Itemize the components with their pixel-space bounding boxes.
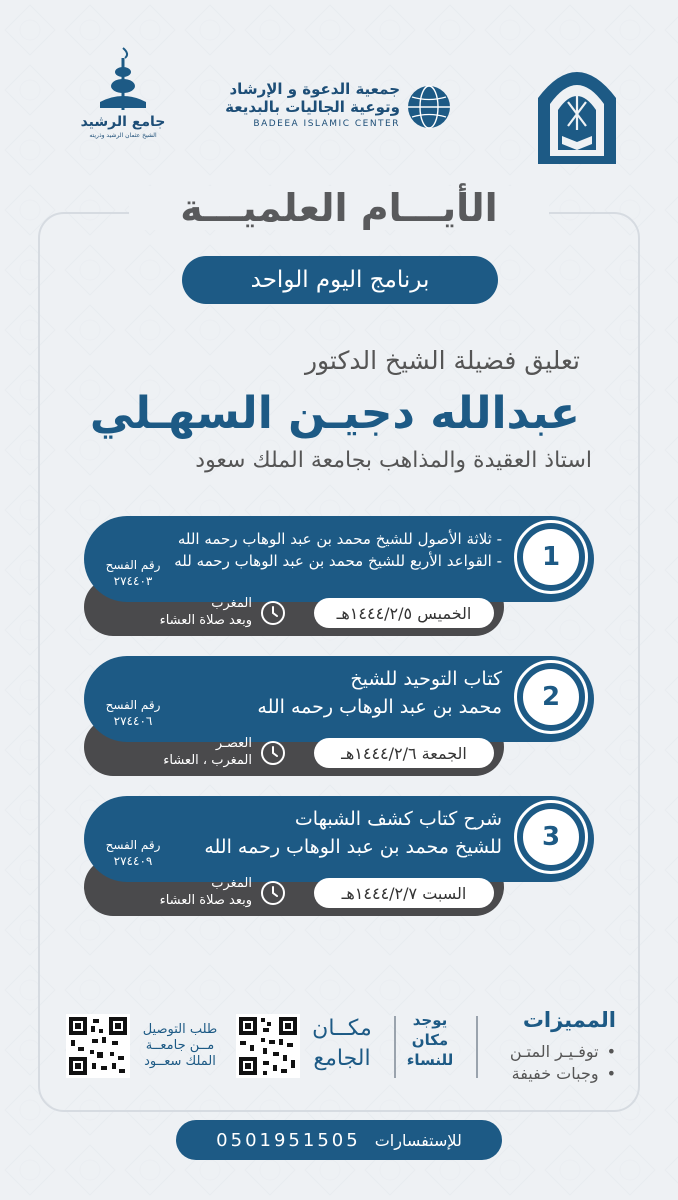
feature-item: • وجبات خفيفة: [512, 1064, 616, 1083]
session-number: 3: [523, 809, 579, 865]
footer-divider: [476, 1016, 478, 1078]
mosque-emblem-icon: [78, 44, 168, 114]
ministry-logo-icon: [528, 52, 626, 164]
delivery-line: مــن جامعــة: [145, 1038, 215, 1053]
venue-line: الجامع: [313, 1046, 371, 1071]
session-card: [84, 516, 594, 636]
session-topic-line: - القواعد الأربع للشيخ محمد بن عبد الوهاب رحمه لله: [174, 552, 502, 570]
footer-divider: [394, 1016, 396, 1078]
session-number-badge: [514, 520, 588, 594]
session-time: المغرب ، العشاء: [163, 753, 252, 768]
lecturer-intro: تعليق فضيلة الشيخ الدكتور: [304, 346, 580, 375]
venue: [302, 1014, 382, 1074]
delivery-line: طلب التوصيل: [142, 1022, 218, 1037]
delivery-note: [142, 1022, 218, 1070]
venue-line: مكــان: [312, 1016, 372, 1041]
delivery-qr-code[interactable]: [66, 1014, 130, 1078]
session-time: المغرب: [211, 876, 252, 891]
session-number: 2: [523, 669, 579, 725]
program-subtitle: برنامج اليوم الواحد: [182, 256, 498, 304]
lecturer-role: استاذ العقيدة والمذاهب بجامعة الملك سعود: [195, 448, 592, 473]
session-topic-line: محمد بن عبد الوهاب رحمه الله: [257, 696, 502, 718]
session-time: وبعد صلاة العشاء: [159, 613, 252, 628]
session-number-badge: [514, 660, 588, 734]
women-place-note: [402, 1010, 458, 1070]
session-time: العصـر: [215, 736, 252, 751]
clock-icon: [260, 600, 286, 626]
delivery-line: الملك سعــود: [144, 1054, 216, 1069]
contact-phone[interactable]: 0501951505: [216, 1129, 361, 1151]
permit-label: رقم الفسح: [105, 838, 161, 852]
session-card: [84, 656, 594, 776]
lecturer-name: عبدالله دجيـن السهـلي: [89, 388, 580, 439]
session-date: الخميس ١٤٤٤/٢/٥هـ: [314, 598, 494, 628]
session-card: [84, 796, 594, 916]
permit-number: ٢٧٤٤٠٦: [113, 714, 153, 728]
session-topic-line: كتاب التوحيد للشيخ: [350, 668, 502, 690]
center-logo-english: BADEEA ISLAMIC CENTER: [253, 119, 400, 129]
clock-icon: [260, 880, 286, 906]
permit-label: رقم الفسح: [105, 558, 161, 572]
feature-item: • توفـيـر المتـن: [510, 1042, 616, 1061]
session-topic-line: - ثلاثة الأصول للشيخ محمد بن عبد الوهاب رحمه الله: [177, 530, 502, 548]
session-time: وبعد صلاة العشاء: [159, 893, 252, 908]
session-topic-line: شرح كتاب كشف الشبهات: [294, 808, 502, 830]
session-date: السبت ١٤٤٤/٢/٧هـ: [314, 878, 494, 908]
globe-icon: [406, 84, 452, 130]
session-number: 1: [523, 529, 579, 585]
features-title: المميزات: [522, 1008, 616, 1032]
women-line: يوجد: [412, 1011, 448, 1029]
badeea-center-logo: [225, 78, 456, 138]
al-rasheed-mosque-logo: [78, 44, 168, 148]
center-logo-line1: جمعية الدعوة و الإرشاد: [229, 80, 400, 98]
clock-icon: [260, 740, 286, 766]
left-logo-subtitle: الشيخ عثمان الرشيد وذريته: [89, 132, 157, 139]
permit-number: ٢٧٤٤٠٣: [113, 574, 153, 588]
permit-label: رقم الفسح: [105, 698, 161, 712]
session-topic-line: للشيخ محمد بن عبد الوهاب رحمه الله: [204, 836, 502, 858]
center-logo-line2: وتوعية الجاليات بالبديعة: [225, 98, 400, 116]
page-title: الأيـــام العلميـــة: [129, 186, 549, 230]
women-line: مكان: [411, 1031, 449, 1049]
contact-label: للإستفسارات: [374, 1130, 462, 1150]
women-line: للنساء: [406, 1051, 454, 1069]
venue-qr-code[interactable]: [236, 1014, 300, 1078]
session-time: المغرب: [211, 596, 252, 611]
permit-number: ٢٧٤٤٠٩: [113, 854, 153, 868]
left-logo-name: جامع الرشيد: [80, 114, 166, 130]
contact-bar[interactable]: [176, 1120, 502, 1160]
session-number-badge: [514, 800, 588, 874]
session-date: الجمعة ١٤٤٤/٢/٦هـ: [314, 738, 494, 768]
